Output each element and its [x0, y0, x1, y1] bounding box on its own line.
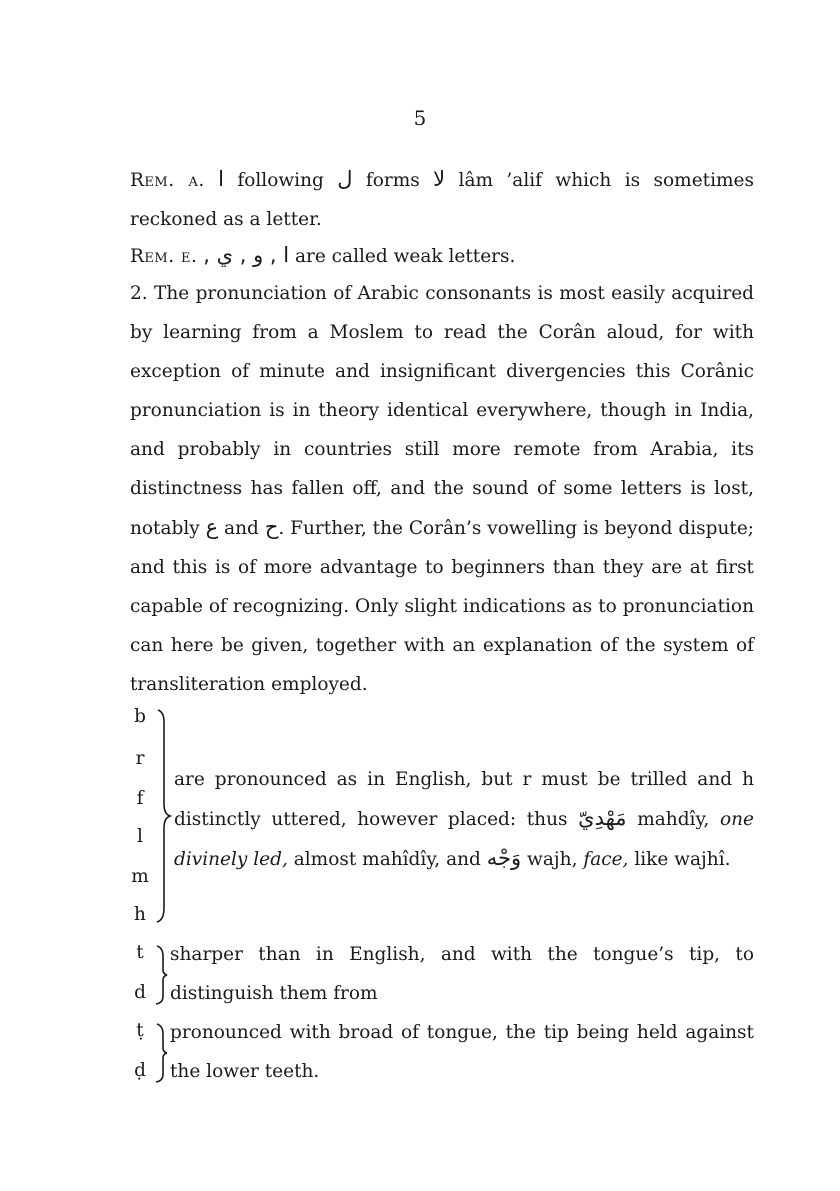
paragraph-2-and: and [224, 518, 259, 539]
group1-text-2: mahdîy, [637, 809, 710, 830]
page-number: 5 [413, 106, 427, 130]
paragraph-2 [130, 274, 754, 704]
letter-t: t [136, 942, 144, 963]
letter-d-dot: ḍ [134, 1060, 146, 1081]
remark-e [130, 236, 754, 276]
ain-glyph: ع [205, 515, 219, 539]
remark-a [130, 160, 754, 239]
group1-text-5: like wajhî. [634, 849, 731, 870]
group3-text-body: pronounced with broad of tongue, the tip being held against the lower teeth. [170, 1022, 754, 1082]
mahdiy-arabic: مَهْدِيّ [578, 806, 627, 830]
wajh-arabic: وَجْه [486, 846, 522, 870]
group3-text [170, 1013, 754, 1091]
letter-m: m [131, 866, 149, 887]
ha-glyph: ح [264, 515, 279, 539]
group1-italic-1: one divinely led, [174, 809, 755, 870]
remark-a-text-3: lâm ’alif which is sometimes reckoned as a letter. [130, 170, 754, 230]
group2-text-body: sharper than in English, and with the tongue’s tip, to distinguish them from [170, 944, 754, 1004]
alif-glyph: ا [218, 167, 224, 191]
brace-group2 [154, 944, 170, 1006]
group1-text-4: wajh, [527, 849, 578, 870]
paragraph-2-text-1: 2. The pronunciation of Arabic consonants is most easily acquired by learning from a Moslem to read the Corân aloud, for with exception of minute and insignificant divergencies this Corânic pronunciation is in theory identical everywhere, though in India, and probably in countries still more remote from Arabia, its distinctness has fallen off, and the sound of some letters is lost, notably [130, 283, 754, 539]
group1-text-3: almost mahîdîy, and [293, 849, 481, 870]
remark-a-label: Rem. a. [130, 170, 205, 191]
letter-d: d [134, 982, 146, 1003]
letter-f: f [136, 788, 144, 809]
remark-e-text: are called weak letters. [294, 246, 516, 267]
group2-text [170, 935, 754, 1013]
letter-h: h [134, 904, 146, 925]
lam-glyph: ل [337, 167, 353, 191]
lam-alif-glyph: لا [433, 167, 446, 191]
group1-italic-2: face, [583, 849, 629, 870]
letter-b: b [134, 706, 146, 727]
letter-l: l [137, 826, 143, 847]
remark-a-text-1: following [237, 170, 324, 191]
group1-text [174, 760, 754, 879]
letter-r: r [135, 748, 145, 769]
remark-e-label: Rem. e. [130, 246, 198, 267]
paragraph-2-text-2: . Further, the Corân’s vowelling is beyond dispute; and this is of more advantage to beginners than they are at first capable of recognizing. Only slight indications as to pronunciation can here be given, together with an explanation of the system of transliteration employed. [130, 518, 755, 695]
brace-group1 [154, 708, 174, 924]
remark-a-text-2: forms [365, 170, 420, 191]
letter-t-dot: ṭ [136, 1020, 144, 1041]
group1-text-1: are pronounced as in English, but r must be trilled and h distinctly uttered, however placed: thus [174, 769, 754, 830]
brace-group3 [154, 1022, 170, 1084]
weak-letters-glyphs: ا , و , ي , [203, 243, 290, 267]
